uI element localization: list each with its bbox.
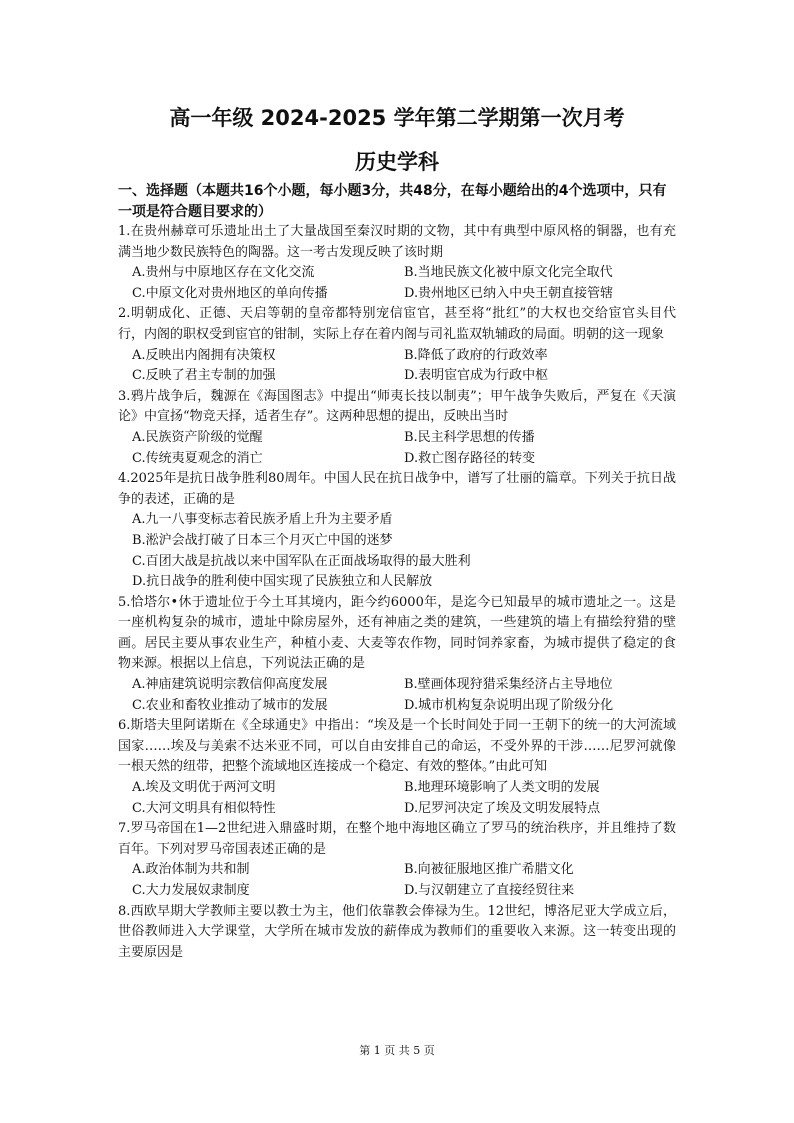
- question-list: [118, 222, 676, 963]
- option-c: C.百团大战是抗战以来中国军队在正面战场取得的最大胜利: [132, 553, 471, 569]
- question-block: [118, 593, 676, 717]
- option-a: A.民族资产阶级的觉醒: [132, 429, 263, 445]
- option-d: D.城市机构复杂说明出现了阶级分化: [404, 697, 614, 713]
- question-block: [118, 716, 676, 819]
- question-stem: 4.2025年是抗日战争胜利80周年。中国人民在抗日战争中，谱写了壮丽的篇章。下列关于抗日战争的表述，正确的是: [118, 471, 676, 507]
- option-b: B.民主科学思想的传播: [404, 429, 535, 445]
- option-a: A.贵州与中原地区存在文化交流: [132, 265, 315, 281]
- option-c: C.大力发展奴隶制度: [132, 883, 250, 898]
- option-c: C.中原文化对贵州地区的单向传播: [132, 285, 328, 301]
- option-group: [118, 675, 676, 716]
- option-b: B.地理环境影响了人类文明的发展: [404, 780, 600, 796]
- option-group: [118, 778, 676, 819]
- option-group: [118, 428, 676, 469]
- page-footer: 第 1 页 共 5 页: [359, 1044, 435, 1057]
- option-b: B.淞沪会战打破了日本三个月灭亡中国的迷梦: [132, 532, 393, 548]
- subject-title: 历史学科: [355, 150, 439, 174]
- option-group: [118, 346, 676, 387]
- question-block: [118, 304, 676, 386]
- question-block: [118, 387, 676, 469]
- option-c: C.大河文明具有相似特性: [132, 800, 276, 816]
- option-group: [118, 860, 676, 901]
- option-d: D.表明宦官成为行政中枢: [404, 368, 549, 384]
- option-group: [118, 263, 676, 304]
- option-c: C.农业和畜牧业推动了城市的发展: [132, 697, 328, 713]
- question-block: [118, 902, 676, 964]
- question-stem: 2.明朝成化、正德、天启等朝的皇帝都特别宠信宦官，甚至将“批红”的大权也交给宦官头目代行，内阁的职权受到宦官的钳制，实际上存在着内阁与司礼监双轨辅政的局面。明朝的这一现象: [118, 306, 676, 342]
- section-heading: 一、选择题（本题共16个小题，每小题3分，共48分，在每小题给出的4个选项中，只有一项是符合题目要求的）: [118, 183, 667, 220]
- option-a: A.反映出内阁拥有决策权: [132, 347, 276, 363]
- option-a: A.神庙建筑说明宗教信仰高度发展: [132, 677, 328, 693]
- question-stem: 3.鸦片战争后，魏源在《海国图志》中提出“师夷长技以制夷”；甲午战争失败后，严复在《天演论》中宣扬“物竞天择，适者生存”。这两种思想的提出，反映出当时: [118, 388, 676, 425]
- option-b: B.降低了政府的行政效率: [404, 347, 548, 363]
- option-b: B.向被征服地区推广希腊文化: [404, 862, 574, 878]
- question-block: [118, 469, 676, 593]
- option-d: D.尼罗河决定了埃及文明发展特点: [404, 800, 601, 816]
- question-stem: 7.罗马帝国在1—2世纪进入鼎盛时期，在整个地中海地区确立了罗马的统治秩序，并且维持了数百年。下列对罗马帝国表述正确的是: [118, 821, 676, 857]
- question-stem: 5.恰塔尔•休于遗址位于今土耳其境内，距今约6000年，是迄今已知最早的城市遗址之一。这是一座机构复杂的城市，遗址中除房屋外，还有神庙之类的建筑，一些建筑的墙上有描绘狩猎的壁画。居民主要从事农业生产，种植小麦、大麦等农作物，同时饲养家畜，为城市提供了稳定的食物来源。根据以上信息，下列说法正确的是: [118, 594, 676, 672]
- option-b: B.壁画体现狩猎采集经济占主导地位: [404, 677, 613, 693]
- option-b: B.当地民族文化被中原文化完全取代: [404, 265, 613, 281]
- option-d: D.贵州地区已纳入中央王朝直接管辖: [404, 285, 614, 301]
- question-block: [118, 222, 676, 304]
- option-d: D.与汉朝建立了直接经贸往来: [404, 883, 575, 898]
- option-c: C.传统夷夏观念的消亡: [132, 450, 263, 466]
- question-stem: 6.斯塔夫里阿诺斯在《全球通史》中指出：“埃及是一个长时间处于同一王朝下的统一的大河流域国家……埃及与美索不达米亚不同，可以自由安排自己的命运，不受外界的干涉……尼罗河就像一根天然的纽带，把整个流域地区连接成一个稳定、有效的整体。”由此可知: [118, 718, 676, 775]
- question-stem: 1.在贵州赫章可乐遗址出土了大量战国至秦汉时期的文物，其中有典型中原风格的铜器，也有充满当地少数民族特色的陶器。这一考古发现反映了该时期: [118, 224, 676, 260]
- question-block: [118, 819, 676, 901]
- option-d: D.救亡图存路径的转变: [404, 450, 536, 466]
- option-a: A.政治体制为共和制: [132, 862, 250, 878]
- option-a: A.九一八事变标志着民族矛盾上升为主要矛盾: [132, 512, 393, 528]
- option-d: D.抗日战争的胜利使中国实现了民族独立和人民解放: [132, 574, 433, 590]
- option-a: A.埃及文明优于两河文明: [132, 780, 276, 796]
- option-group: [118, 510, 676, 592]
- question-stem: 8.西欧早期大学教师主要以教士为主，他们依靠教会俸禄为生。12世纪，博洛尼亚大学成立后，世俗教师进入大学课堂，大学所在城市发放的薪俸成为教师们的重要收入来源。这一转变出现的主要原因是: [118, 903, 676, 960]
- option-c: C.反映了君主专制的加强: [132, 368, 276, 384]
- exam-title: 高一年级 2024-2025 学年第二学期第一次月考: [169, 106, 625, 130]
